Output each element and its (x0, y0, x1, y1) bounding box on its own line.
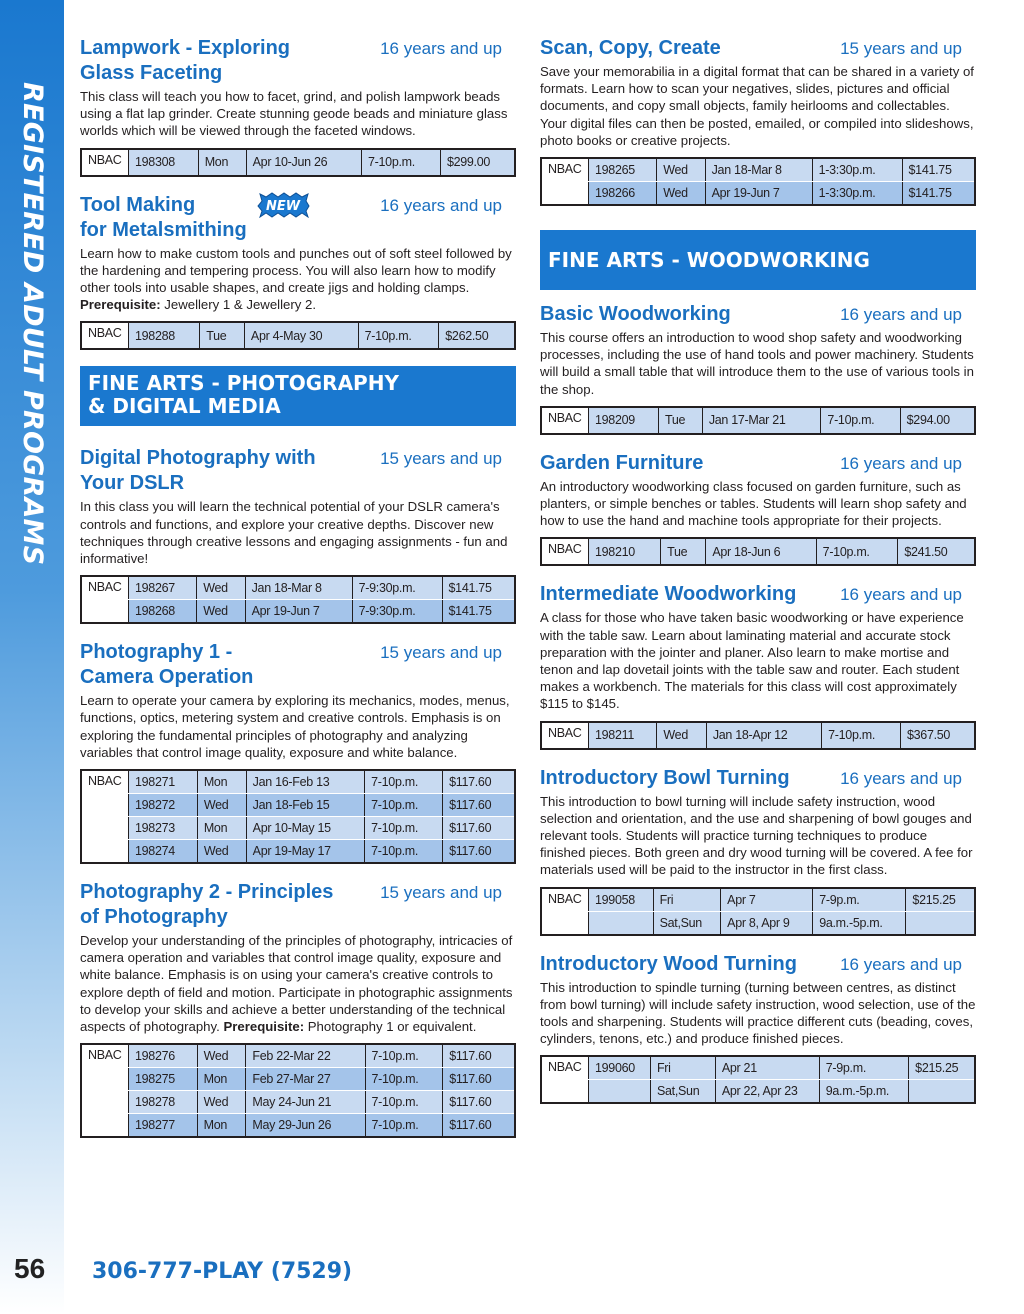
course-dates: Jan 18-Mar 8 (245, 576, 352, 600)
schedule-row (81, 600, 515, 624)
course-dates: Jan 16-Feb 13 (246, 770, 364, 794)
page-number: 56 (14, 1253, 46, 1284)
course-location: NBAC (81, 322, 129, 349)
course-dates: Jan 18-Feb 15 (246, 794, 364, 817)
schedule-row (541, 538, 975, 565)
course-code: 199058 (589, 888, 654, 912)
course-time: 1-3:30p.m. (812, 182, 902, 206)
course-location: NBAC (81, 1044, 129, 1137)
course-tool-making (80, 193, 516, 351)
course-day: Tue (200, 322, 245, 349)
schedule-row (81, 817, 515, 840)
course-price: $117.60 (443, 1091, 515, 1114)
course-bowl-turning (540, 766, 976, 936)
course-location: NBAC (541, 407, 589, 434)
course-title: Introductory Bowl Turning (540, 766, 790, 789)
course-dates: Apr 8, Apr 9 (721, 911, 813, 935)
schedule-row (81, 1044, 515, 1068)
course-day: Fri (653, 888, 721, 912)
course-day: Mon (197, 817, 246, 840)
age-label: 16 years and up (840, 768, 962, 788)
course-dates: Feb 22-Mar 22 (246, 1044, 365, 1068)
course-code: 198273 (129, 817, 198, 840)
course-code: 198211 (589, 722, 657, 749)
course-price: $117.60 (443, 1044, 515, 1068)
course-time: 7-10p.m. (362, 149, 441, 176)
course-time: 9a.m.-5p.m. (819, 1080, 908, 1104)
course-title: Intermediate Woodworking (540, 583, 797, 606)
course-code: 198308 (129, 149, 199, 176)
course-price: $117.60 (443, 840, 515, 864)
course-dates: Jan 18-Apr 12 (706, 722, 821, 749)
course-code: 198272 (129, 794, 198, 817)
course-price: $117.60 (443, 817, 515, 840)
course-time: 7-10p.m. (822, 722, 901, 749)
course-price: $117.60 (443, 1114, 515, 1138)
schedule-row (81, 770, 515, 794)
section-banner-woodworking: FINE ARTS - WOODWORKING (540, 230, 976, 290)
course-location: NBAC (81, 576, 129, 623)
course-day: Tue (658, 407, 702, 434)
course-title: Tool Making for Metalsmithing (80, 193, 247, 241)
course-time: 7-10p.m. (821, 407, 900, 434)
course-day: Wed (197, 576, 245, 600)
course-time: 7-10p.m. (365, 840, 443, 864)
course-time: 1-3:30p.m. (812, 158, 902, 182)
course-day: Wed (197, 1091, 246, 1114)
course-title: Photography 1 - Camera Operation (80, 641, 254, 689)
course-photography-1 (80, 640, 516, 864)
sidebar-title: REGISTERED ADULT PROGRAMS (17, 82, 48, 566)
course-time: 7-9p.m. (813, 888, 906, 912)
schedule-table (540, 721, 976, 750)
course-price: $141.75 (902, 182, 975, 206)
course-lampwork (80, 36, 516, 177)
schedule-table (80, 575, 516, 624)
course-price: $141.75 (902, 158, 975, 182)
course-price: $117.60 (443, 794, 515, 817)
schedule-row (541, 888, 975, 912)
age-label: 16 years and up (840, 585, 962, 605)
course-price: $215.25 (909, 1056, 975, 1080)
course-day: Mon (198, 149, 246, 176)
left-column (80, 36, 516, 1154)
schedule-row (81, 1114, 515, 1138)
course-basic-woodworking (540, 302, 976, 435)
course-location: NBAC (541, 888, 589, 935)
course-time: 7-10p.m. (365, 1114, 443, 1138)
course-location: NBAC (541, 722, 589, 749)
schedule-row (541, 158, 975, 182)
course-title: Digital Photography with Your DSLR (80, 447, 316, 495)
course-code: 198275 (129, 1068, 198, 1091)
schedule-row (541, 911, 975, 935)
course-day: Mon (197, 1114, 246, 1138)
schedule-row (541, 722, 975, 749)
course-location: NBAC (81, 770, 129, 863)
course-price: $299.00 (440, 149, 515, 176)
course-price: $241.50 (898, 538, 975, 565)
age-label: 15 years and up (380, 883, 502, 903)
course-price: $141.75 (442, 600, 515, 624)
course-day: Fri (650, 1056, 715, 1080)
course-intermediate-woodworking (540, 582, 976, 749)
course-dates: Apr 19-Jun 7 (245, 600, 352, 624)
course-price: $117.60 (443, 770, 515, 794)
course-time: 7-10p.m. (365, 1044, 443, 1068)
course-time: 7-9:30p.m. (352, 600, 442, 624)
course-code: 198209 (589, 407, 659, 434)
course-code: 198265 (589, 158, 657, 182)
course-day: Mon (197, 1068, 246, 1091)
course-dates: Apr 19-May 17 (246, 840, 364, 864)
course-code: 199060 (589, 1056, 651, 1080)
course-wood-turning (540, 952, 976, 1105)
schedule-row (81, 576, 515, 600)
course-location: NBAC (541, 538, 589, 565)
new-badge-icon (256, 192, 310, 218)
course-dates: Jan 17-Mar 21 (702, 407, 821, 434)
course-description: This introduction to bowl turning will include safety instruction, wood selection and orientation, and the use and sharpening of bowl gouges and relevant tools. Students will practice turning techniques to produce finished pieces. Both green and dry wood turning will be covered. A fee for materials used will be paid to the instructor in the first class. (540, 793, 973, 878)
course-code: 198278 (129, 1091, 198, 1114)
course-dates: Feb 27-Mar 27 (246, 1068, 365, 1091)
course-digital-photography (80, 446, 516, 624)
course-description: In this class you will learn the technical potential of your DSLR camera's controls and functions, and explore your creative depths. Discover new techniques through creative lessons and engaging assignments - fun and informative! (80, 499, 508, 567)
course-description: This class will teach you how to facet, grind, and polish lampwork beads using a flat lap grinder. Create stunning geode beads and miniature glass worlds which will be viewed through the faceted windows. (80, 89, 508, 139)
course-price: $141.75 (442, 576, 515, 600)
course-dates: Apr 18-Jun 6 (706, 538, 816, 565)
course-code: 198210 (589, 538, 661, 565)
course-location: NBAC (541, 158, 589, 205)
course-price (909, 1080, 975, 1104)
course-dates: May 29-Jun 26 (246, 1114, 365, 1138)
course-description: Save your memorabilia in a digital format that can be shared in a variety of formats. Learn how to scan your negatives, slides, pictures and official documents, and copy small objects, family heirlooms and collectables. Your digital files can then be posted, emailed, or compiled into slideshows, photo books or creative projects. (540, 64, 974, 148)
schedule-table (540, 887, 976, 936)
schedule-row (541, 182, 975, 206)
course-price (906, 911, 975, 935)
right-column (540, 36, 976, 1120)
course-dates: Apr 21 (715, 1056, 819, 1080)
course-day: Wed (657, 722, 706, 749)
course-price: $294.00 (900, 407, 975, 434)
course-code: 198274 (129, 840, 198, 864)
schedule-row (81, 1068, 515, 1091)
schedule-table (80, 769, 516, 864)
course-scan-copy-create (540, 36, 976, 206)
course-day: Wed (197, 600, 245, 624)
course-title: Introductory Wood Turning (540, 952, 797, 975)
schedule-row (81, 1091, 515, 1114)
course-day: Sat,Sun (653, 911, 721, 935)
course-photography-2 (80, 880, 516, 1138)
course-time: 7-10p.m. (358, 322, 439, 349)
schedule-table (540, 406, 976, 435)
course-code: 198276 (129, 1044, 198, 1068)
course-location: NBAC (81, 149, 129, 176)
course-code: 198271 (129, 770, 198, 794)
course-code: 198268 (129, 600, 197, 624)
course-time: 7-10p.m. (365, 1068, 443, 1091)
course-dates: Apr 10-May 15 (246, 817, 364, 840)
course-code (589, 1080, 651, 1104)
course-code: 198277 (129, 1114, 198, 1138)
course-description: Learn to operate your camera by exploring its mechanics, modes, menus, functions, optics, metering system and creative controls. Emphasis is on exploring the fundamental principles of photography and analyzing variables that control image quality, exposure and white balance. (80, 693, 510, 760)
course-description: An introductory woodworking class focused on garden furniture, such as planters, or simple benches or tables. Students will learn shop safety and how to use the hand and machine tools appropriate for their projects. (540, 478, 967, 529)
age-label: 15 years and up (840, 39, 962, 58)
course-title: Scan, Copy, Create (540, 37, 721, 59)
course-time: 7-10p.m. (365, 817, 443, 840)
course-price: $117.60 (443, 1068, 515, 1091)
course-description: Develop your understanding of the principles of photography, intricacies of camera operation and variables that control image quality, exposure and white balance. Emphasis is on using your camera's creative controls to explore depth of field and motion. Participate in photographic assignments to develop your skills and achieve a better understanding of the technical aspects of photography. Prerequisite: Photography 1 or equivalent. (80, 933, 513, 1035)
course-day: Wed (197, 840, 246, 864)
course-code: 198267 (129, 576, 197, 600)
schedule-row (541, 1056, 975, 1080)
course-day: Wed (657, 158, 705, 182)
course-title: Lampwork - Exploring Glass Faceting (80, 37, 291, 84)
age-label: 16 years and up (380, 39, 502, 58)
course-price: $367.50 (900, 722, 975, 749)
course-dates: Apr 22, Apr 23 (715, 1080, 819, 1104)
course-dates: Apr 10-Jun 26 (246, 149, 361, 176)
course-price: $215.25 (906, 888, 975, 912)
schedule-table (540, 537, 976, 566)
course-price: $262.50 (439, 322, 515, 349)
age-label: 16 years and up (840, 954, 962, 974)
schedule-row (541, 1080, 975, 1104)
course-location: NBAC (541, 1056, 589, 1103)
course-time: 7-10p.m. (365, 770, 443, 794)
schedule-row (541, 407, 975, 434)
course-garden-furniture (540, 451, 976, 567)
course-day: Wed (657, 182, 705, 206)
schedule-row (81, 840, 515, 864)
age-label: 16 years and up (840, 453, 962, 473)
sidebar-band (0, 0, 64, 1314)
age-label: 16 years and up (840, 305, 962, 325)
schedule-table (80, 148, 516, 177)
age-label: 15 years and up (380, 643, 502, 663)
course-day: Wed (197, 1044, 246, 1068)
course-time: 7-10p.m. (365, 794, 443, 817)
course-description: This course offers an introduction to wood shop safety and woodworking processes, including the use of hand tools and power machinery. Students will build a small table that will introduce them to the use of various tools in the shop. (540, 330, 974, 397)
course-title: Garden Furniture (540, 451, 704, 474)
course-time: 7-9:30p.m. (352, 576, 442, 600)
course-description: A class for those who have taken basic woodworking or have experience with the table saw. Learn about laminating material and accurate stock preparation with the jointer and planer. Also learn to make mortise and tenon and lap dovetail joints with the table saw and router. Each student makes a workbench. The materials for this class will cost approximately $115 to $145. (540, 610, 964, 712)
section-banner-photography: FINE ARTS - PHOTOGRAPHY & DIGITAL MEDIA (80, 366, 516, 426)
schedule-table (540, 1055, 976, 1104)
age-label: 16 years and up (380, 195, 502, 215)
course-day: Sat,Sun (650, 1080, 715, 1104)
course-dates: Jan 18-Mar 8 (705, 158, 812, 182)
course-dates: Apr 19-Jun 7 (705, 182, 812, 206)
schedule-row (81, 322, 515, 349)
course-title: Photography 2 - Principles of Photography (80, 881, 334, 929)
course-time: 7-9p.m. (819, 1056, 908, 1080)
age-label: 15 years and up (380, 449, 502, 469)
course-code (589, 911, 654, 935)
course-code: 198266 (589, 182, 657, 206)
svg-text:NEW: NEW (265, 198, 301, 214)
course-time: 7-10p.m. (365, 1091, 443, 1114)
course-code: 198288 (129, 322, 200, 349)
course-description: This introduction to spindle turning (turning between centres, as distinct from bowl turning) will include safety instruction, wood selection, use of the tools and sharpening. Students will practice different cuts (beading, coves, cylinders, tenons, etc.) and produce finished pieces. (540, 979, 976, 1047)
course-day: Mon (197, 770, 246, 794)
footer-phone: 306-777-PLAY (7529) (92, 1259, 353, 1284)
schedule-table (80, 321, 516, 350)
course-dates: Apr 7 (721, 888, 813, 912)
schedule-table (540, 157, 976, 206)
schedule-row (81, 149, 515, 176)
course-dates: May 24-Jun 21 (246, 1091, 365, 1114)
course-time: 7-10p.m. (816, 538, 898, 565)
course-title: Basic Woodworking (540, 303, 731, 326)
course-description: Learn how to make custom tools and punches out of soft steel followed by the hardening and tempering process. You will also learn how to modify other tools into usable shapes, and create jigs and holding clamps. Prerequisite: Jewellery 1 & Jewellery 2. (80, 245, 512, 313)
schedule-table (80, 1043, 516, 1138)
course-day: Tue (661, 538, 706, 565)
course-dates: Apr 4-May 30 (244, 322, 358, 349)
course-time: 9a.m.-5p.m. (813, 911, 906, 935)
course-day: Wed (197, 794, 246, 817)
schedule-row (81, 794, 515, 817)
